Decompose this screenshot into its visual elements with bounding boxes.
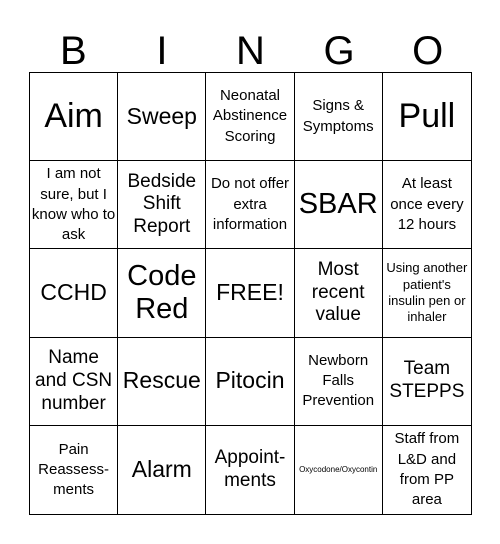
cell-text: Bedside Shift Report [127, 170, 197, 238]
bingo-cell-3-1[interactable] [30, 249, 118, 337]
cell-text: Sweep [126, 102, 197, 129]
bingo-cell-1-3[interactable] [206, 73, 294, 161]
header-letter-o: O [412, 29, 444, 73]
header-letter-g: G [323, 29, 355, 73]
bingo-cell-3-4[interactable] [295, 249, 383, 337]
cell-text: Team STEPPS [389, 358, 465, 403]
bingo-cell-5-1[interactable] [30, 426, 118, 514]
bingo-cell-2-5[interactable] [383, 161, 471, 249]
bingo-cell-4-4[interactable] [295, 338, 383, 426]
header-letter-b: B [59, 29, 87, 73]
bingo-cell-3-3[interactable] [206, 249, 294, 337]
cell-text: Rescue [122, 367, 201, 394]
cell-text: At least once every 12 hours [390, 175, 464, 233]
cell-text: Most recent value [311, 258, 365, 326]
bingo-cell-4-2[interactable] [118, 338, 206, 426]
bingo-cell-4-5[interactable] [383, 338, 471, 426]
bingo-cell-4-1[interactable] [30, 338, 118, 426]
bingo-cell-1-4[interactable] [295, 73, 383, 161]
cell-text: Alarm [131, 456, 192, 483]
cell-text: I am not sure, but I know who to ask [31, 165, 116, 244]
bingo-cell-2-1[interactable] [30, 161, 118, 249]
cell-text: Aim [44, 96, 103, 135]
cell-text: Staff from L&D and from PP area [394, 430, 460, 509]
bingo-cell-1-1[interactable] [30, 73, 118, 161]
bingo-cell-5-2[interactable] [118, 426, 206, 514]
cell-text: Do not offer extra information [210, 175, 290, 233]
bingo-header [29, 30, 472, 72]
cell-text: FREE! [216, 279, 284, 306]
bingo-cell-5-3[interactable] [206, 426, 294, 514]
cell-text: Pull [398, 96, 456, 135]
cell-text: Using another patient's insulin pen or inhaler [386, 260, 468, 325]
bingo-cell-3-2[interactable] [118, 249, 206, 337]
bingo-cell-2-2[interactable] [118, 161, 206, 249]
bingo-cell-4-3[interactable] [206, 338, 294, 426]
cell-text: Pitocin [215, 367, 285, 394]
bingo-cell-1-2[interactable] [118, 73, 206, 161]
cell-text: Code Red [127, 259, 197, 325]
cell-text: Oxycodone/Oxycontin [299, 465, 378, 475]
header-letter-i: I [156, 29, 168, 73]
bingo-cell-5-4[interactable] [295, 426, 383, 514]
cell-text: Neonatal Abstinence Scoring [212, 87, 288, 145]
cell-text: Name and CSN number [35, 347, 113, 414]
cell-text: Pain Reassess-ments [38, 440, 110, 499]
bingo-cell-2-4[interactable] [295, 161, 383, 249]
cell-text: Newborn Falls Prevention [302, 351, 375, 410]
bingo-board [29, 72, 472, 515]
bingo-cell-2-3[interactable] [206, 161, 294, 249]
bingo-cell-3-5[interactable] [383, 249, 471, 337]
cell-text: CCHD [40, 279, 107, 306]
cell-text: Signs & Symptoms [302, 97, 374, 135]
header-letter-n: N [236, 29, 265, 73]
cell-text: SBAR [298, 188, 378, 221]
bingo-cell-1-5[interactable] [383, 73, 471, 161]
bingo-cell-5-5[interactable] [383, 426, 471, 514]
cell-text: Appoint-ments [214, 447, 286, 491]
